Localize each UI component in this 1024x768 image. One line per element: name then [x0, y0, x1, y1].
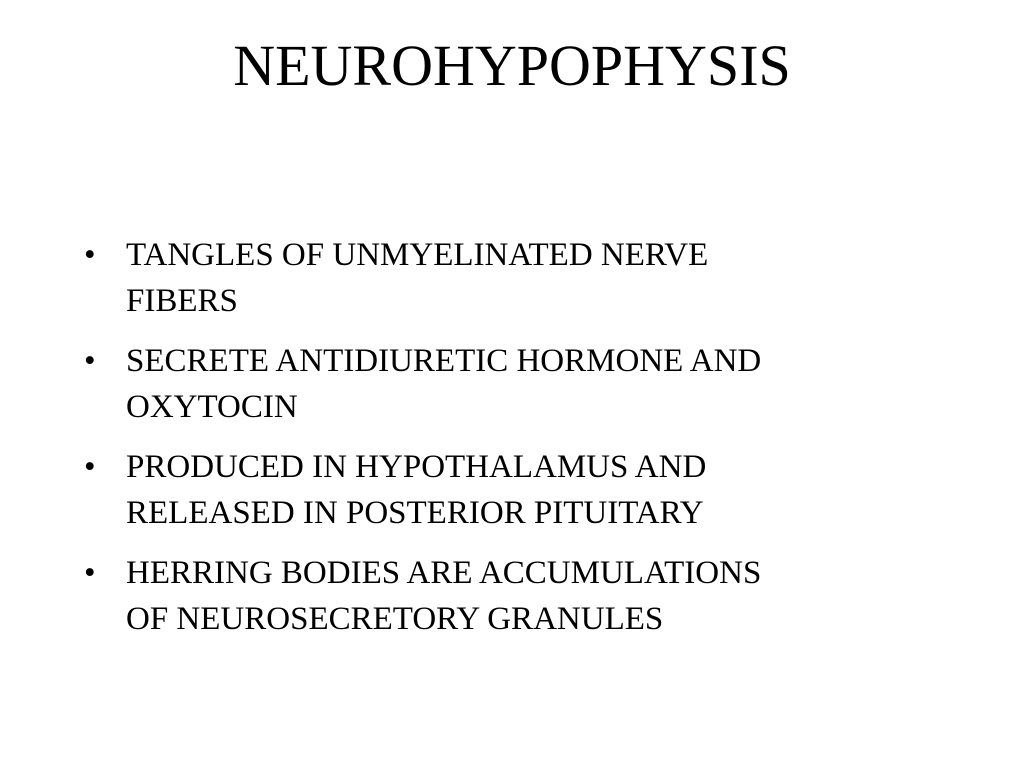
bullet-text — [126, 338, 934, 430]
bullet-line: RELEASED IN POSTERIOR PITUITARY — [126, 495, 704, 531]
bullet-line: OXYTOCIN — [126, 389, 298, 425]
bullet-marker: • — [84, 555, 96, 591]
bullet-list — [84, 232, 934, 656]
bullet-marker: • — [84, 237, 96, 273]
bullet-line: TANGLES OF UNMYELINATED NERVE — [126, 237, 709, 273]
bullet-line: FIBERS — [126, 283, 238, 319]
bullet-text — [126, 232, 934, 324]
bullet-text — [126, 550, 934, 642]
bullet-item — [84, 550, 934, 642]
bullet-line: SECRETE ANTIDIURETIC HORMONE AND — [126, 343, 762, 379]
slide-title: NEUROHYPOPHYSIS — [233, 33, 791, 98]
bullet-line: OF NEUROSECRETORY GRANULES — [126, 601, 664, 637]
bullet-item — [84, 338, 934, 430]
bullet-item — [84, 444, 934, 536]
bullet-line: HERRING BODIES ARE ACCUMULATIONS — [126, 555, 762, 591]
bullet-text — [126, 444, 934, 536]
bullet-line: PRODUCED IN HYPOTHALAMUS AND — [126, 449, 707, 485]
bullet-marker: • — [84, 449, 96, 485]
bullet-item — [84, 232, 934, 324]
bullet-marker: • — [84, 343, 96, 379]
